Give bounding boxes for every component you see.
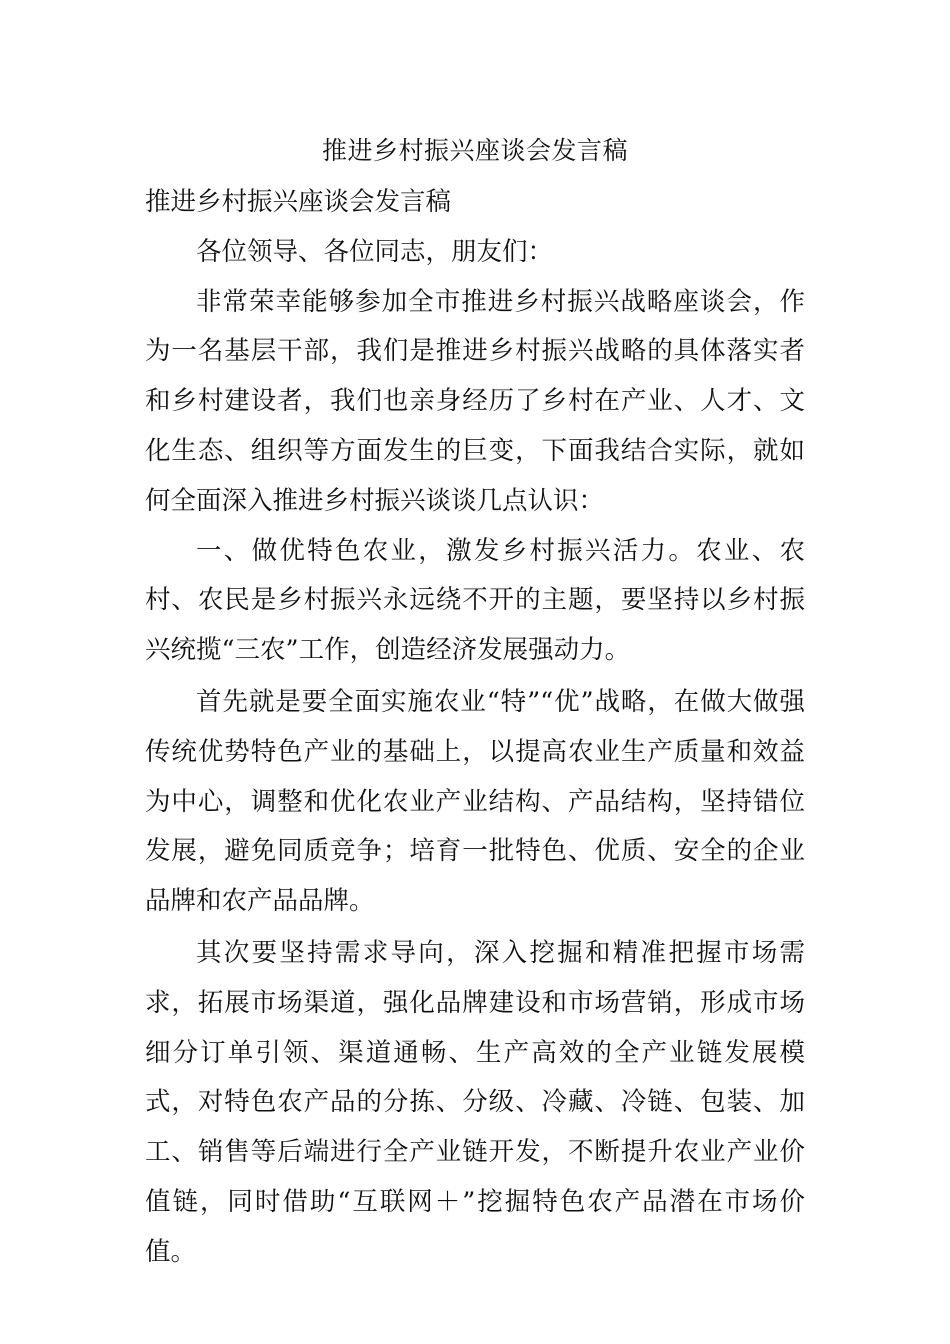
document-body [145,178,805,1278]
first-measure-paragraph: 首先就是要全面实施农业“特”“优”战略，在做大做强传统优势特色产业的基础上，以提高农业生产质量和效益为中心，调整和优化农业产业结构、产品结构，坚持错位发展，避免同质竞争；培育一批特色、优质、安全的企业品牌和农产品品牌。 [145,686,805,917]
document-subtitle: 推进乡村振兴座谈会发言稿 [145,187,452,217]
section-one-paragraph: 一、做优特色农业，激发乡村振兴活力。农业、农村、农民是乡村振兴永远绕不开的主题，要坚持以乡村振兴统揽“三农”工作，创造经济发展强动力。 [145,535,805,666]
intro-paragraph: 非常荣幸能够参加全市推进乡村振兴战略座谈会，作为一名基层干部，我们是推进乡村振兴战略的具体落实者和乡村建设者，我们也亲身经历了乡村在产业、人才、文化生态、组织等方面发生的巨变，下面我结合实际，就如何全面深入推进乡村振兴谈谈几点认识： [145,286,805,516]
salutation-paragraph: 各位领导、各位同志，朋友们： [196,236,554,267]
document-title: 推进乡村振兴座谈会发言稿 [321,136,628,165]
second-measure-paragraph: 其次要坚持需求导向，深入挖掘和精准把握市场需求，拓展市场渠道，强化品牌建设和市场营销，形成市场细分订单引领、渠道通畅、生产高效的全产业链发展模式，对特色农产品的分拣、分级、冷藏、冷链、包装、加工、销售等后端进行全产业链开发，不断提升农业产业价值链，同时借助“互联网＋”挖掘特色农产品潜在市场价值。 [145,937,805,1267]
